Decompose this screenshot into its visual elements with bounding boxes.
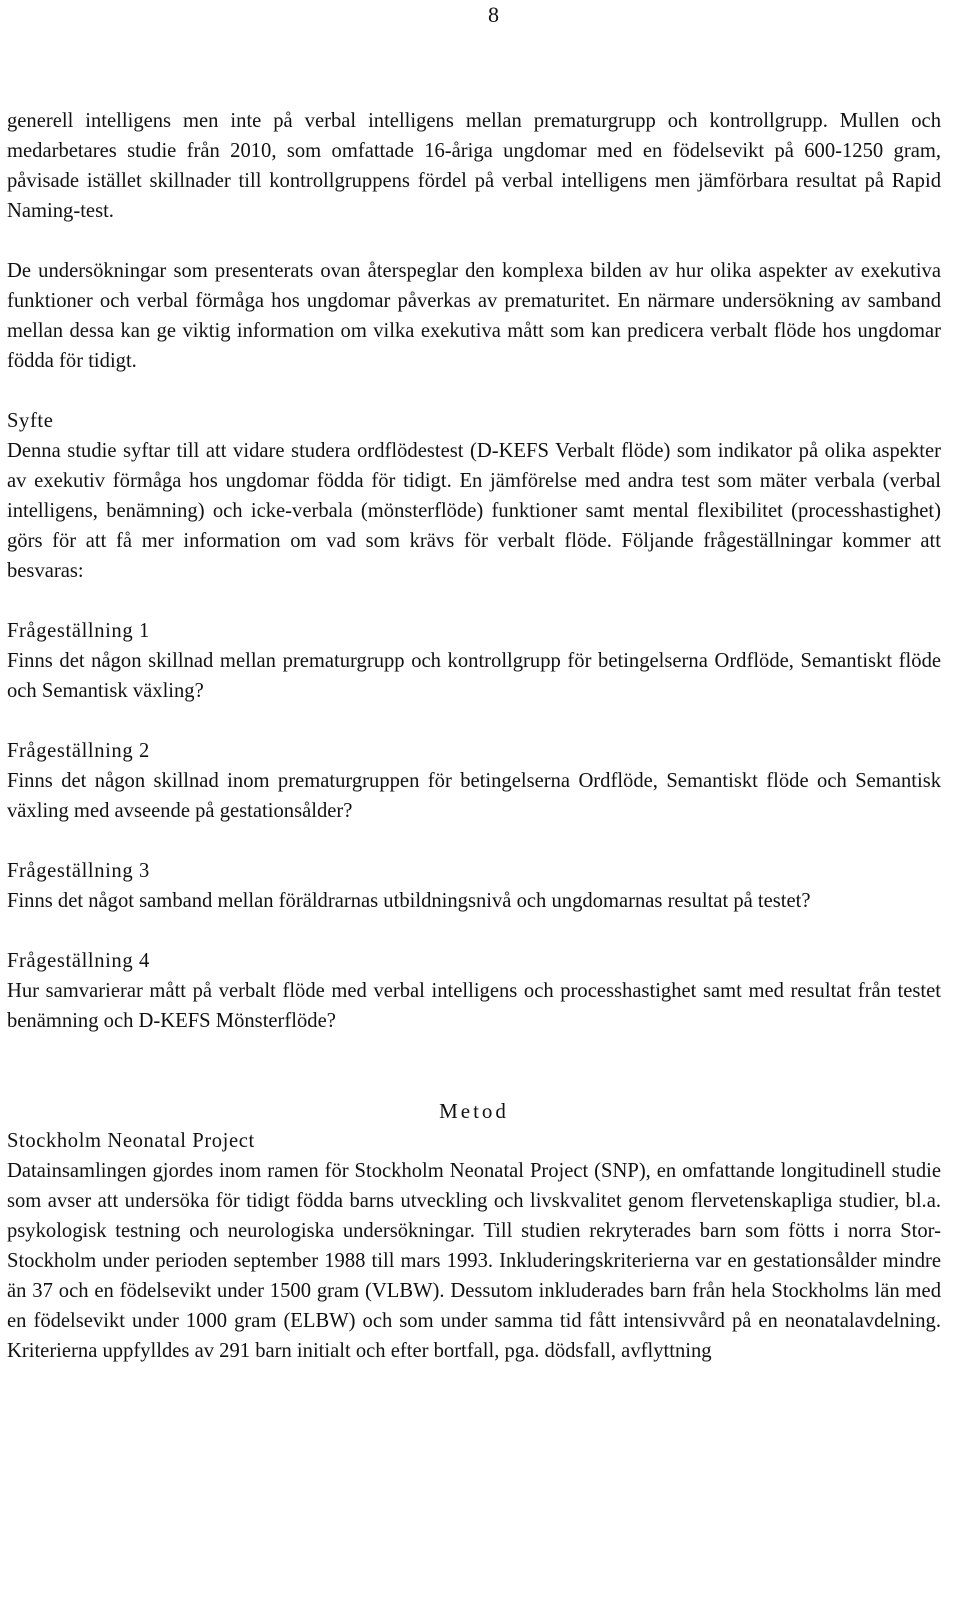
question-section-1: [7, 616, 941, 706]
metod-text: Datainsamlingen gjordes inom ramen för Stockholm Neonatal Project (SNP), en omfattande longitudinell studie som avser att undersöka för tidigt födda barns utveckling och livskvalitet genom flervetenskapliga studier, bl.a. psykologisk testning och neurologiska undersökningar. Till studien rekryterades barn som fötts i norra Stor-Stockholm under perioden september 1988 till mars 1993. Inkluderingskriterierna var en gestationsålder mindre än 37 och en födelsevikt under 1500 gram (VLBW). Dessutom inkluderades barn från hela Stockholms län med en födelsevikt under 1000 gram (ELBW) och som under samma tid fått intensivvård på en neonatalavdelning. Kriterierna uppfylldes av 291 barn initialt och efter bortfall, pga. dödsfall, avflyttning: [7, 1160, 941, 1362]
question-text: Finns det någon skillnad mellan prematurgrupp och kontrollgrupp för betingelserna Ordflöde, Semantiskt flöde och Semantisk växling?: [7, 650, 941, 702]
metod-subheading: Stockholm Neonatal Project: [7, 1130, 255, 1152]
page-number: 8: [488, 2, 499, 27]
question-text: Finns det något samband mellan föräldrarnas utbildningsnivå och ungdomarnas resultat på testet?: [7, 890, 811, 912]
question-text: Hur samvarierar mått på verbalt flöde med verbal intelligens och processhastighet samt med resultat från testet benämning och D-KEFS Mönsterflöde?: [7, 980, 941, 1032]
syfte-text: Denna studie syftar till att vidare studera ordflödestest (D-KEFS Verbalt flöde) som indikator på olika aspekter av exekutiv förmåga hos ungdomar födda för tidigt. En jämförelse med andra test som mäter verbala (verbal intelligens, benämning) och icke-verbala (mönsterflöde) funktioner samt mental flexibilitet (processhastighet) görs för att få mer information om vad som krävs för verbalt flöde. Följande frågeställningar kommer att besvaras:: [7, 440, 941, 582]
question-heading: Frågeställning 4: [7, 950, 150, 972]
question-heading: Frågeställning 1: [7, 620, 150, 642]
document-body: [7, 106, 941, 1366]
metod-heading: Metod: [439, 1099, 509, 1123]
question-section-4: [7, 946, 941, 1036]
question-section-2: [7, 736, 941, 826]
question-heading: Frågeställning 2: [7, 740, 150, 762]
question-section-3: [7, 856, 941, 916]
syfte-heading: Syfte: [7, 410, 54, 432]
intro-paragraph-2: De undersökningar som presenterats ovan återspeglar den komplexa bilden av hur olika aspekter av exekutiva funktioner och verbal förmåga hos ungdomar påverkas av prematuritet. En närmare undersökning av samband mellan dessa kan ge viktig information om vilka exekutiva mått som kan predicera verbalt flöde hos ungdomar födda för tidigt.: [7, 260, 941, 372]
metod-section: [7, 1096, 941, 1366]
intro-paragraph-1: generell intelligens men inte på verbal intelligens mellan prematurgrupp och kontrollgrupp. Mullen och medarbetares studie från 2010, som omfattade 16-åriga ungdomar med en födelsevikt på 600-1250 gram, påvisade istället skillnader till kontrollgruppens fördel på verbal intelligens men jämförbara resultat på Rapid Naming-test.: [7, 110, 941, 222]
question-text: Finns det någon skillnad inom prematurgruppen för betingelserna Ordflöde, Semantiskt flöde och Semantisk växling med avseende på gestationsålder?: [7, 770, 941, 822]
syfte-section: [7, 406, 941, 586]
question-heading: Frågeställning 3: [7, 860, 150, 882]
